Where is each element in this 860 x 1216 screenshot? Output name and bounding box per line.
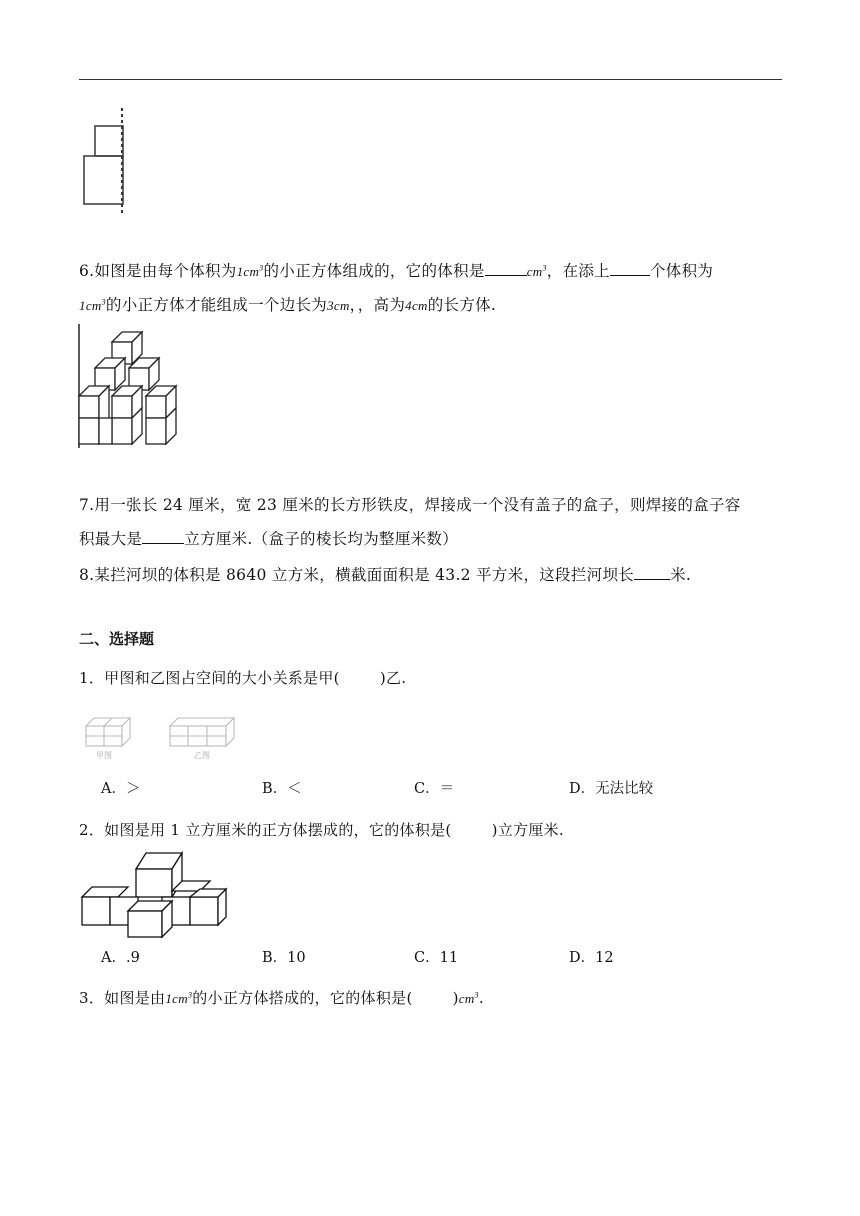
q6-line2: $1cm^3$的小正方体才能组成一个边长为3cm，，高为4cm的长方体. [79,296,497,314]
q8-line: 8.某拦河坝的体积是 8640 立方米，横截面面积是 43.2 平方米，这段拦河坝长 米. [79,566,692,584]
mc2-cube-figure [80,851,230,937]
mc1-option-c[interactable]: C．＝ [414,781,455,797]
mc1-label-jia: 甲图 [96,751,112,760]
header-rule [79,79,782,80]
q6-blank-volume[interactable] [485,261,527,276]
q7-line1: 7.用一张长 24 厘米，宽 23 厘米的长方形铁皮，焊接成一个没有盖子的盒子，则焊接的盒子容 [79,496,741,514]
mc2-option-d[interactable]: D．12 [569,950,614,966]
q6-blank-count[interactable] [610,261,650,276]
mc2-option-c[interactable]: C．11 [414,950,459,966]
mc2-stem: 2．如图是用 1 立方厘米的正方体摆成的，它的体积是( )立方厘米. [79,821,564,839]
mc1-stem: 1．甲图和乙图占空间的大小关系是甲( )乙. [79,669,407,687]
mc1-figure [84,712,244,762]
mc1-option-d[interactable]: D．无法比较 [569,781,654,797]
mc1-label-yi: 乙图 [194,751,210,760]
mc3-stem: 3．如图是由$1cm^3$的小正方体搭成的，它的体积是( )$cm^3$. [79,989,484,1007]
mc1-option-b[interactable]: B．＜ [262,781,302,797]
q6-cube-figure [79,324,181,448]
q8-blank[interactable] [634,565,670,580]
mc2-option-a[interactable]: A．.9 [101,950,140,966]
q7-line2: 积最大是 立方厘米.（盒子的棱长均为整厘米数） [79,530,459,548]
partial-view-figure [80,108,130,216]
q6-line1: 6.如图是由每个体积为$1cm^3$的小正方体组成的，它的体积是 $cm^3$，在添上 个体积为 [79,262,714,280]
mc1-option-a[interactable]: A．＞ [101,781,141,797]
mc2-option-b[interactable]: B．10 [262,950,306,966]
q7-blank[interactable] [142,529,184,544]
section-heading: 二、选择题 [79,630,155,648]
